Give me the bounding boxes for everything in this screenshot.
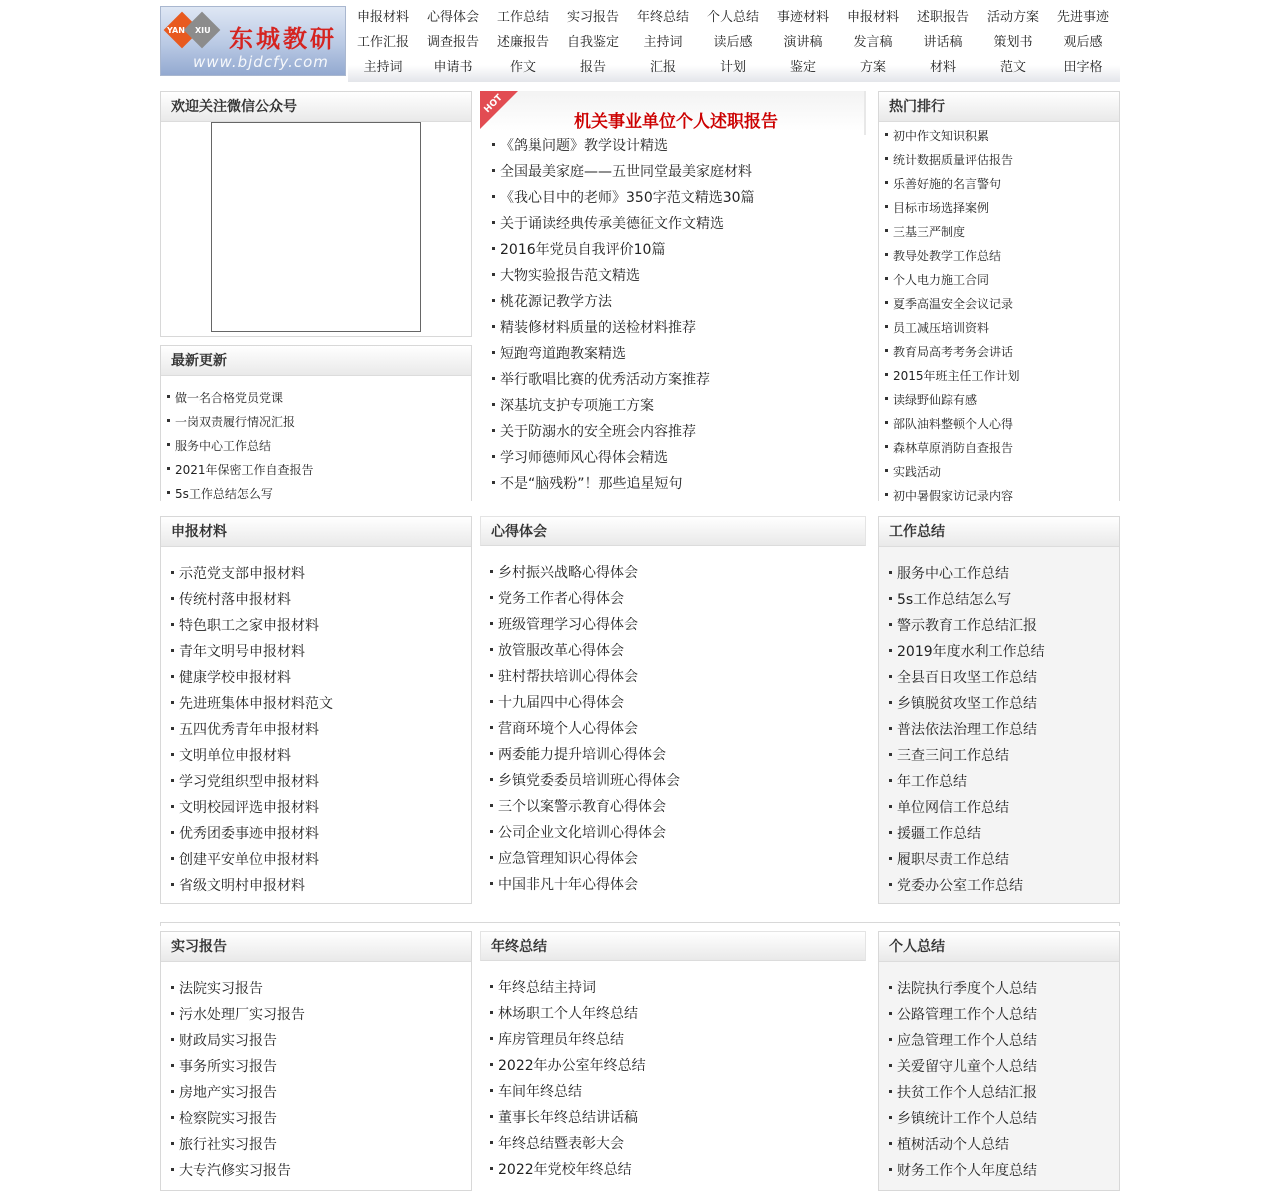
list-item[interactable]: 2022年党校年终总结 <box>480 1157 866 1183</box>
site-header <box>160 6 1120 82</box>
list-item[interactable]: 森林草原消防自查报告 <box>879 436 1119 460</box>
list-item[interactable]: 年工作总结 <box>879 769 1119 795</box>
list-item[interactable]: 2019年度水利工作总结 <box>879 639 1119 665</box>
row-divider <box>160 922 1120 926</box>
list-item[interactable]: 不是“脑残粉”！那些追星短句 <box>480 471 755 497</box>
nav-link[interactable]: 先进事迹 <box>1056 10 1109 25</box>
list-item[interactable]: 做一名合格党员党课 <box>161 386 471 410</box>
nav-link[interactable]: 方案 <box>859 60 886 75</box>
list-item[interactable]: 青年文明号申报材料 <box>161 639 471 665</box>
list-item[interactable]: 初中作文知识积累 <box>879 124 1119 148</box>
list-item[interactable]: 援疆工作总结 <box>879 821 1119 847</box>
section-shixi <box>160 931 472 1191</box>
list-item[interactable]: 个人电力施工合同 <box>879 268 1119 292</box>
nav-link[interactable]: 材料 <box>929 60 956 75</box>
nav-link[interactable]: 观后感 <box>1063 35 1103 50</box>
hot-ranking-title: 热门排行 <box>879 92 1119 122</box>
section-title: 工作总结 <box>879 517 1119 547</box>
nav-link[interactable]: 述廉报告 <box>496 35 549 50</box>
list-item[interactable]: 法院执行季度个人总结 <box>879 976 1119 1002</box>
logo-url: www.bjdcfy.com <box>193 53 329 71</box>
nav-link[interactable]: 年终总结 <box>636 10 689 25</box>
section-title: 实习报告 <box>161 932 471 962</box>
list-item[interactable]: 放管服改革心得体会 <box>480 638 866 664</box>
nav-link[interactable]: 发言稿 <box>853 35 893 50</box>
list-item[interactable]: 应急管理知识心得体会 <box>480 846 866 872</box>
list-item[interactable]: 五四优秀青年申报材料 <box>161 717 471 743</box>
nav-link[interactable]: 主持词 <box>643 35 683 50</box>
list-item[interactable]: 精装修材料质量的送检材料推荐 <box>480 315 755 341</box>
list-item[interactable]: 教育局高考考务会讲话 <box>879 340 1119 364</box>
nav-link[interactable]: 报告 <box>579 60 606 75</box>
list-item[interactable]: 员工减压培训资料 <box>879 316 1119 340</box>
section-title: 年终总结 <box>480 931 866 961</box>
hot-list <box>879 124 1119 508</box>
wechat-box-title: 欢迎关注微信公众号 <box>161 92 471 122</box>
list-item[interactable]: 财务工作个人年度总结 <box>879 1158 1119 1184</box>
list-item[interactable]: 年终总结暨表彰大会 <box>480 1131 866 1157</box>
list-item[interactable]: 服务中心工作总结 <box>161 434 471 458</box>
list-item[interactable]: 公路管理工作个人总结 <box>879 1002 1119 1028</box>
list-item[interactable]: 三基三严制度 <box>879 220 1119 244</box>
nav-link[interactable]: 调查报告 <box>426 35 479 50</box>
list-item[interactable]: 先进班集体申报材料范文 <box>161 691 471 717</box>
wechat-box <box>160 91 472 337</box>
latest-box-title: 最新更新 <box>161 346 471 376</box>
list-item[interactable]: 乡村振兴战略心得体会 <box>480 560 866 586</box>
featured-list <box>480 133 755 497</box>
list-item[interactable]: 《鸽巢问题》教学设计精选 <box>480 133 755 159</box>
list-item[interactable]: 优秀团委事迹申报材料 <box>161 821 471 847</box>
nav-link[interactable]: 鉴定 <box>789 60 816 75</box>
list-item[interactable]: 部队油料整顿个人心得 <box>879 412 1119 436</box>
nav-link[interactable]: 工作总结 <box>496 10 549 25</box>
nav-link[interactable]: 述职报告 <box>916 10 969 25</box>
nav-link[interactable]: 讲话稿 <box>923 35 963 50</box>
featured-box <box>480 91 866 500</box>
list-item[interactable]: 全国最美家庭——五世同堂最美家庭材料 <box>480 159 755 185</box>
nav-link[interactable]: 活动方案 <box>986 10 1039 25</box>
list-item[interactable]: 单位网信工作总结 <box>879 795 1119 821</box>
list-item[interactable]: 初中暑假家访记录内容 <box>879 484 1119 508</box>
list-item[interactable]: 旅行社实习报告 <box>161 1132 471 1158</box>
logo-name: 东城教研 <box>229 24 337 53</box>
list-item[interactable]: 大物实验报告范文精选 <box>480 263 755 289</box>
list-item[interactable]: 健康学校申报材料 <box>161 665 471 691</box>
list-item[interactable]: 乡镇脱贫攻坚工作总结 <box>879 691 1119 717</box>
list-item[interactable]: 车间年终总结 <box>480 1079 866 1105</box>
list-item[interactable]: 文明单位申报材料 <box>161 743 471 769</box>
list-item[interactable]: 一岗双责履行情况汇报 <box>161 410 471 434</box>
nav-link[interactable]: 自我鉴定 <box>566 35 619 50</box>
list-item[interactable]: 关于防溺水的安全班会内容推荐 <box>480 419 755 445</box>
list-item[interactable]: 驻村帮扶培训心得体会 <box>480 664 866 690</box>
list-item[interactable]: 污水处理厂实习报告 <box>161 1002 471 1028</box>
list-item[interactable]: 5s工作总结怎么写 <box>879 587 1119 613</box>
list-item[interactable]: 普法依法治理工作总结 <box>879 717 1119 743</box>
section-list <box>879 976 1119 1184</box>
list-item[interactable]: 财政局实习报告 <box>161 1028 471 1054</box>
nav-link[interactable]: 演讲稿 <box>783 35 823 50</box>
list-item[interactable]: 2016年党员自我评价10篇 <box>480 237 755 263</box>
list-item[interactable]: 教导处教学工作总结 <box>879 244 1119 268</box>
list-item[interactable]: 桃花源记教学方法 <box>480 289 755 315</box>
nav-link[interactable]: 心得体会 <box>426 10 479 25</box>
list-item[interactable]: 班级管理学习心得体会 <box>480 612 866 638</box>
featured-title[interactable]: 机关事业单位个人述职报告 <box>574 112 778 132</box>
list-item[interactable]: 创建平安单位申报材料 <box>161 847 471 873</box>
list-item[interactable]: 中国非凡十年心得体会 <box>480 872 866 898</box>
section-list <box>879 561 1119 899</box>
list-item[interactable]: 履职尽责工作总结 <box>879 847 1119 873</box>
list-item[interactable]: 《我心目中的老师》350字范文精选30篇 <box>480 185 755 211</box>
nav-link[interactable]: 主持词 <box>363 60 403 75</box>
section-shenbao <box>160 516 472 904</box>
list-item[interactable]: 全县百日攻坚工作总结 <box>879 665 1119 691</box>
latest-list <box>161 386 471 506</box>
list-item[interactable]: 十九届四中心得体会 <box>480 690 866 716</box>
list-item[interactable]: 两委能力提升培训心得体会 <box>480 742 866 768</box>
list-item[interactable]: 举行歌唱比赛的优秀活动方案推荐 <box>480 367 755 393</box>
list-item[interactable]: 三个以案警示教育心得体会 <box>480 794 866 820</box>
list-item[interactable]: 5s工作总结怎么写 <box>161 482 471 506</box>
list-item[interactable]: 营商环境个人心得体会 <box>480 716 866 742</box>
logo-mark-icon: YAN XIU <box>165 13 221 59</box>
list-item[interactable]: 夏季高温安全会议记录 <box>879 292 1119 316</box>
list-item[interactable]: 特色职工之家申报材料 <box>161 613 471 639</box>
section-list <box>480 975 866 1183</box>
list-item[interactable]: 应急管理工作个人总结 <box>879 1028 1119 1054</box>
list-item[interactable]: 乡镇党委委员培训班心得体会 <box>480 768 866 794</box>
site-logo[interactable] <box>160 6 346 76</box>
section-list <box>480 560 866 898</box>
list-item[interactable]: 大专汽修实习报告 <box>161 1158 471 1184</box>
list-item[interactable]: 传统村落申报材料 <box>161 587 471 613</box>
list-item[interactable]: 示范党支部申报材料 <box>161 561 471 587</box>
list-item[interactable]: 乐善好施的名言警句 <box>879 172 1119 196</box>
nav-link[interactable]: 汇报 <box>649 60 676 75</box>
nav-link[interactable]: 实习报告 <box>566 10 619 25</box>
section-nianzhong <box>480 931 866 1191</box>
list-item[interactable]: 检察院实习报告 <box>161 1106 471 1132</box>
nav-link[interactable]: 申请书 <box>433 60 473 75</box>
list-item[interactable]: 服务中心工作总结 <box>879 561 1119 587</box>
nav-link[interactable]: 申报材料 <box>846 10 899 25</box>
list-item[interactable]: 读绿野仙踪有感 <box>879 388 1119 412</box>
list-item[interactable]: 董事长年终总结讲话稿 <box>480 1105 866 1131</box>
list-item[interactable]: 关于诵读经典传承美德征文作文精选 <box>480 211 755 237</box>
nav-link[interactable]: 田字格 <box>1063 60 1103 75</box>
list-item[interactable]: 事务所实习报告 <box>161 1054 471 1080</box>
list-item[interactable]: 关爱留守儿童个人总结 <box>879 1054 1119 1080</box>
nav-link[interactable]: 事迹材料 <box>776 10 829 25</box>
list-item[interactable]: 学习师德师风心得体会精选 <box>480 445 755 471</box>
list-item[interactable]: 深基坑支护专项施工方案 <box>480 393 755 419</box>
hot-ranking-box <box>878 91 1120 501</box>
list-item[interactable]: 短跑弯道跑教案精选 <box>480 341 755 367</box>
section-title: 心得体会 <box>480 516 866 546</box>
nav-link[interactable]: 工作汇报 <box>356 35 409 50</box>
list-item[interactable]: 公司企业文化培训心得体会 <box>480 820 866 846</box>
nav-link[interactable]: 作文 <box>509 60 536 75</box>
list-item[interactable]: 省级文明村申报材料 <box>161 873 471 899</box>
list-item[interactable]: 房地产实习报告 <box>161 1080 471 1106</box>
list-item[interactable]: 年终总结主持词 <box>480 975 866 1001</box>
list-item[interactable]: 实践活动 <box>879 460 1119 484</box>
latest-box <box>160 345 472 501</box>
nav-link[interactable]: 读后感 <box>713 35 753 50</box>
list-item[interactable]: 统计数据质量评估报告 <box>879 148 1119 172</box>
list-item[interactable]: 文明校园评选申报材料 <box>161 795 471 821</box>
section-title: 个人总结 <box>879 932 1119 962</box>
nav-link[interactable]: 范文 <box>999 60 1026 75</box>
section-xinde <box>480 516 866 904</box>
list-item[interactable]: 党委办公室工作总结 <box>879 873 1119 899</box>
nav-link[interactable]: 策划书 <box>993 35 1033 50</box>
list-item[interactable]: 法院实习报告 <box>161 976 471 1002</box>
list-item[interactable]: 2015年班主任工作计划 <box>879 364 1119 388</box>
list-item[interactable]: 扶贫工作个人总结汇报 <box>879 1080 1119 1106</box>
list-item[interactable]: 党务工作者心得体会 <box>480 586 866 612</box>
section-gongzuo <box>878 516 1120 904</box>
list-item[interactable]: 警示教育工作总结汇报 <box>879 613 1119 639</box>
nav-link[interactable]: 计划 <box>719 60 746 75</box>
list-item[interactable]: 2021年保密工作自查报告 <box>161 458 471 482</box>
main-nav <box>348 6 1120 82</box>
section-title: 申报材料 <box>161 517 471 547</box>
nav-link[interactable]: 个人总结 <box>706 10 759 25</box>
list-item[interactable]: 林场职工个人年终总结 <box>480 1001 866 1027</box>
section-geren <box>878 931 1120 1191</box>
section-list <box>161 561 471 899</box>
hot-badge-text: HOT <box>482 92 505 116</box>
list-item[interactable]: 2022年办公室年终总结 <box>480 1053 866 1079</box>
list-item[interactable]: 三查三问工作总结 <box>879 743 1119 769</box>
list-item[interactable]: 目标市场选择案例 <box>879 196 1119 220</box>
section-list <box>161 976 471 1184</box>
wechat-qr-image <box>211 122 421 332</box>
list-item[interactable]: 植树活动个人总结 <box>879 1132 1119 1158</box>
nav-link[interactable]: 申报材料 <box>356 10 409 25</box>
list-item[interactable]: 学习党组织型申报材料 <box>161 769 471 795</box>
list-item[interactable]: 乡镇统计工作个人总结 <box>879 1106 1119 1132</box>
list-item[interactable]: 库房管理员年终总结 <box>480 1027 866 1053</box>
